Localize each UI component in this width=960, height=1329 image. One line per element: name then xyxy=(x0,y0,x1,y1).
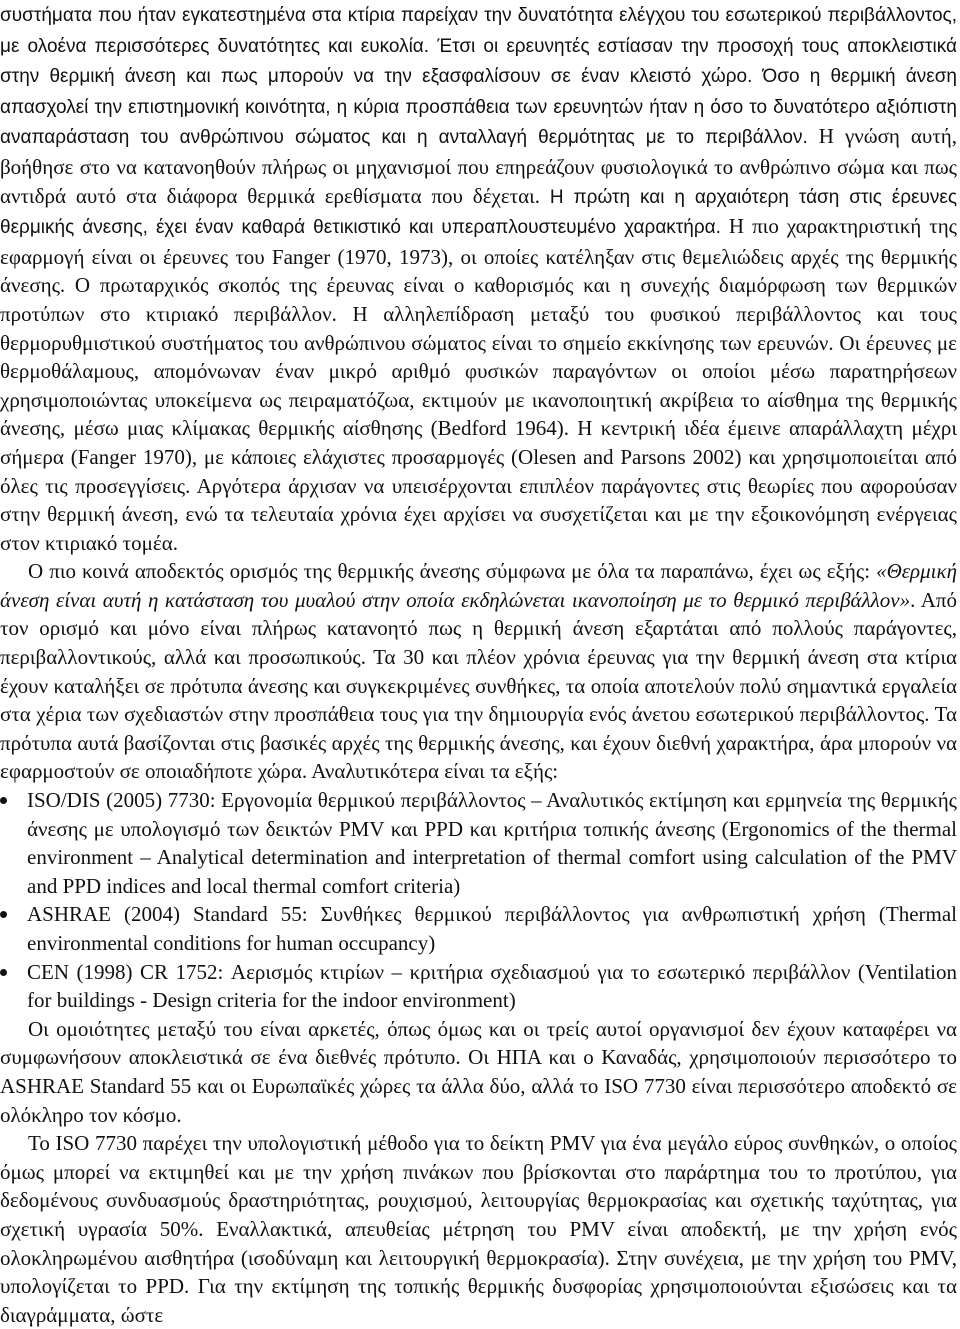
paragraph-text: . Από τον ορισμό και μόνο είναι πλήρως κατανοητό πως η θερμική άνεση εξαρτάται από πολλούς παράγοντες, περιβαλλοντικούς, αλλά και προσωπικούς. Τα 30 και πλέον χρόνια έρευνας για την θερμική άνεση στα κτίρια έχουν καταλήξει σε πρότυπα άνεσης και συγκεκριμένες συνθήκες, τα οποία αποτελούν πολύ σημαντικά εργαλεία στα χέρια των σχεδιαστών στην προσπάθεια τους για την δημιουργία ενός άνετου εσωτερικού περιβάλλοντος. Τα πρότυπα αυτά βασίζονται στις βασικές αρχές της θερμικής άνεσης, και έχουν διεθνή χαρακτήρα, άρα μπορούν να εφαρμοστούν σε οποιαδήποτε χώρα. Αναλυτικότερα είναι τα εξής: xyxy=(0,587,957,784)
paragraph-text: Ο πιο κοινά αποδεκτός ορισμός της θερμικής άνεσης σύμφωνα με όλα τα παραπάνω, έχει ως εξής: xyxy=(28,559,877,584)
paragraph-text-sans: συστήματα που ήταν εγκατεστημένα στα κτίρια παρείχαν την δυνατότητα ελέγχου του εσωτερικού περιβάλλοντος, με ολοένα περισσότερες δυνατότητες και ευκολία. Έτσι οι ερευνητές εστίασαν την προσοχή τους αποκλειστικά στην θερμική άνεση και πως μπορούν να την εξασφαλίσουν σε έναν κλειστό χώρο. Όσο η θερμική άνεση απασχολεί την επιστημονική κοινότητα, η κύρια προσπάθεια των ερευνητών ήταν η όσο το δυνατότερο αξιόπιστη αναπαράσταση του ανθρώπινου σώματος και η ανταλλαγή θερμότητας με το περιβάλλον. xyxy=(0,5,957,149)
definition-quote: «Θερμική άνεση είναι αυτή η κατάσταση του μυαλού στην οποία εκδηλώνεται ικανοποίηση με το θερμικό περιβάλλον» xyxy=(0,559,957,612)
list-item xyxy=(27,900,957,957)
list-item xyxy=(27,958,957,1015)
bullet-icon xyxy=(0,797,7,804)
standards-list xyxy=(0,786,957,1015)
paragraph-thermal-comfort-history xyxy=(0,0,957,557)
list-item-text: ISO/DIS (2005) 7730: Εργονομία θερμικού περιβάλλοντος – Αναλυτικός εκτίμηση και ερμηνεία της θερμικής άνεσης με υπολογισμό των δεικτών PMV και PPD και κριτήρια τοπικής άνεσης (Ergonomics of the thermal environment – Analytical determination and interpretation of thermal comfort using calculation of the PMV and PPD indices and local thermal comfort criteria) xyxy=(27,788,957,898)
bullet-icon xyxy=(0,911,7,918)
bullet-icon xyxy=(0,969,7,976)
paragraph-definition xyxy=(0,557,957,786)
list-item-text: CEN (1998) CR 1752: Αερισμός κτιρίων – κριτήρια σχεδιασμού για το εσωτερικό περιβάλλον (Ventilation for buildings - Design criteria for the indoor environment) xyxy=(27,959,957,1013)
paragraph-text-sans: Η πρώτη και η αρχαιότερη τάση στις έρευνες θερμικής άνεσης, έχει έναν καθαρά θετικιστικό και υπεραπλουστευμένο χαρακτήρα. xyxy=(0,186,958,239)
paragraph-text-serif: Η πιο χαρακτηριστική της εφαρμογή είναι οι έρευνες του Fanger (1970, 1973), οι οποίες κατέληξαν στις θεμελιώδεις αρχές της θερμικής άνεσης. Ο πρωταρχικός σκοπός της έρευνας είναι ο καθορισμός και η συνεχής διαμόρφωση των θερμικών προτύπων στο κτιριακό περιβάλλον. Η αλληλεπίδραση μεταξύ του φυσικού περιβάλλοντος και τους θερμορυθμιστικού συστήματος του ανθρώπινου σώματος είναι το σημείο εκκίνησης των ερευνών. Οι έρευνες με θερμοθάλαμους, απομόνωναν έναν μικρό αριθμό φυσικών παραγόντων οι οποίοι μέσω παρατηρήσεων χρησιμοποιώντας υποκείμενα ως πειραματόζωα, εκτιμούν με ικανοποιητική ακρίβεια το αίσθημα της θερμικής άνεσης, μέσω μιας κλίμακας θερμικής αίσθησης (Bedford 1964). Η κεντρική ιδέα έμεινε απαράλλαχτη μέχρι σήμερα (Fanger 1970), με κάποιες ελάχιστες προσαρμογές (Olesen and Parsons 2002) και χρησιμοποιείται από όλες τις προσεγγίσεις. Αργότερα άρχισαν να υπεισέρχονται επιπλέον παράγοντες στις θεωρίες που αφορούσαν στην θερμική άνεση, ενώ τα τελευταία χρόνια έχει αρχίσει να συσχετίζεται και με την εξοικονόμηση ενέργειας στον κτιριακό τομέα. xyxy=(0,214,957,555)
paragraph-standards-comparison: Οι ομοιότητες μεταξύ του είναι αρκετές, όπως όμως και οι τρείς αυτοί οργανισμοί δεν έχουν καταφέρει να συμφωνήσουν αποκλειστικά σε ένα διεθνές πρότυπο. Οι ΗΠΑ και ο Καναδάς, χρησιμοποιούν περισσότερο το ASHRAE Standard 55 και οι Ευρωπαϊκές χώρες τα άλλα δύο, αλλά το ISO 7730 είναι περισσότερο αποδεκτό σε ολόκληρο τον κόσμο. xyxy=(0,1016,957,1127)
paragraph-text-serif: Η γνώση αυτή, βοήθησε στο να κατανοηθούν πλήρως οι μηχανισμοί που επηρεάζουν φυσιολογικά το ανθρώπινο σώμα και πως αντιδρά αυτό στα διάφορα θερμικά ερεθίσματα που δέχεται. xyxy=(0,124,957,208)
paragraph-iso-7730: Το ISO 7730 παρέχει την υπολογιστική μέθοδο για το δείκτη PMV για ένα μεγάλο εύρος συνθηκών, ο οποίος όμως μπορεί να εκτιμηθεί και με την χρήση πινάκων που βρίσκονται στο παράρτημα του το προτύπου, για δεδομένους συνδυασμούς δραστηριότητας, ρουχισμού, λειτουργίας θερμοκρασίας και σχετικής ταχύτητας, για σχετική υγρασία 50%. Εναλλακτικά, απευθείας μέτρηση του PMV είναι αποδεκτή, με την χρήση ενός ολοκληρωμένου αισθητήρα (ισοδύναμη και λειτουργική θερμοκρασία). Στην συνέχεια, με την χρήση του PMV, υπολογίζεται το PPD. Για την εκτίμηση της τοπικής θερμικής δυσφορίας χρησιμοποιούνται εξισώσεις και τα διαγράμματα, ώστε xyxy=(0,1131,957,1327)
list-item-text: ASHRAE (2004) Standard 55: Συνθήκες θερμικού περιβάλλοντος για ανθρωπιστική χρήση (Thermal environmental conditions for human occupancy) xyxy=(27,902,957,955)
list-item xyxy=(27,786,957,900)
